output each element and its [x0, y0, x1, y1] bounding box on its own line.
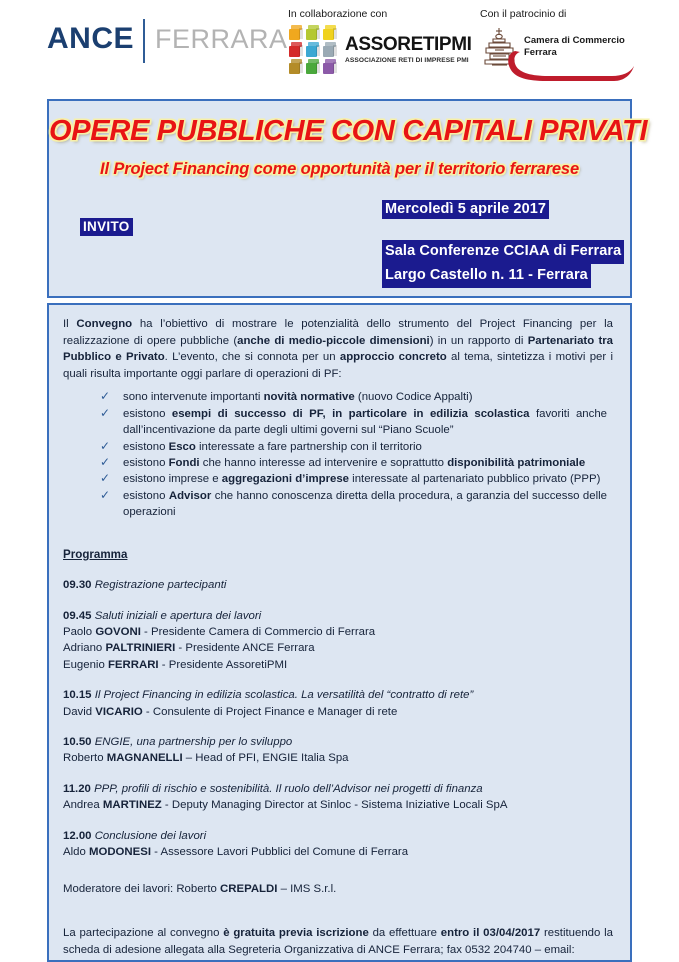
list-item [100, 389, 607, 405]
check-icon: ✓ [100, 389, 111, 404]
programma-slot [63, 828, 613, 861]
ance-logo-city: FERRARA [155, 24, 288, 54]
bullet-text: esistono [123, 457, 169, 469]
assoretipmi-cube-grid-icon [288, 25, 337, 74]
speaker-role: - Presidente ANCE Ferrara [175, 642, 315, 655]
cube-icon-4 [288, 42, 303, 57]
speaker-firstname: Andrea [63, 799, 103, 812]
bullet-text: esistono [123, 489, 169, 502]
list-item [100, 439, 607, 455]
collaboration-kicker: In collaborazione con [288, 8, 388, 20]
event-venue-line1: Sala Conferenze CCIAA di Ferrara [382, 240, 624, 264]
event-venue-line2: Largo Castello n. 11 - Ferrara [382, 264, 591, 288]
bullet-emphasis: esempi di successo di PF, in particolare in edilizia scolastica [171, 407, 530, 420]
speaker-firstname: Eugenio [63, 658, 108, 671]
speaker-lastname: MAGNANELLI [106, 752, 183, 765]
speaker-firstname: Roberto [63, 752, 107, 765]
intro-text-i: al tema, sintetizza i motivi per i quali risulta importante oggi parlare di operazioni di PF: [63, 351, 614, 380]
check-icon: ✓ [100, 455, 111, 469]
invito-label: INVITO [80, 218, 133, 236]
event-date-badge [382, 200, 549, 219]
intro-text-c: ha l’obiettivo di mostrare le potenzialità dello strumento del Project Financing per la realizzazione di opere pubbliche ( [63, 318, 613, 347]
speaker-line [63, 844, 613, 860]
registration-paragraph [63, 925, 613, 958]
slot-topic: PPP, profili di rischio e sostenibilità. Il ruolo dell’Advisor nei progetti di finanza [94, 782, 483, 795]
programma-slot [63, 687, 613, 720]
body-card [47, 303, 632, 962]
intro-text-f: Partenariato tra Pubblico e Privato [63, 334, 614, 364]
closing-text-a: La partecipazione al convegno [63, 927, 224, 940]
programma-slot [63, 781, 613, 814]
intro-text-a: Il [63, 318, 77, 330]
speaker-line [63, 640, 613, 656]
camera-commercio-line2: Ferrara [524, 46, 557, 58]
check-icon: ✓ [100, 438, 111, 453]
speaker-line [63, 624, 613, 640]
intro-text-d: anche di medio-piccole dimensioni [237, 334, 430, 347]
speaker-firstname: Adriano [63, 642, 106, 655]
benefits-list [63, 389, 613, 520]
check-icon: ✓ [100, 487, 111, 502]
closing-text-b: è gratuita previa iscrizione [223, 927, 369, 940]
cube-icon-2 [305, 25, 320, 40]
speaker-line [63, 797, 613, 813]
bullet-text: esistono [123, 407, 172, 420]
event-venue-badge [382, 240, 624, 288]
slot-title-line [63, 608, 613, 624]
bullet-text-tail: (nuovo Codice Appalti) [354, 391, 473, 404]
bullet-text-tail: che hanno interesse ad intervenire e soprattutto [199, 457, 448, 469]
slot-time: 10.50 [63, 736, 92, 749]
slot-topic: Conclusione dei lavori [94, 829, 207, 842]
bullet-text: esistono [123, 440, 169, 453]
bullet-text: sono intervenute importanti [123, 391, 264, 404]
closing-text-e: restituendo la scheda di adesione allegata alla Segreteria Organizzativa di ANCE Ferrara; fax 0532 204740 – email: [63, 927, 613, 956]
intro-text-g: . L’evento, che si connota per un [164, 351, 340, 364]
speaker-lastname: FERRARI [107, 658, 159, 671]
logo-divider-rule [143, 19, 145, 63]
speaker-firstname: David [63, 705, 96, 718]
speaker-lastname: MARTINEZ [102, 799, 162, 812]
camera-commercio-logo-block [480, 8, 625, 70]
bullet-text-tail: interessate a fare partnership con il territorio [195, 440, 422, 453]
intro-text-b: Convegno [76, 318, 133, 330]
slot-topic: Registrazione partecipanti [94, 579, 227, 592]
cube-icon-8 [305, 59, 320, 74]
speaker-line [63, 704, 613, 720]
assoretipmi-logo-block [288, 8, 472, 74]
list-item [100, 471, 607, 487]
bullet-text-tail: interessate al partenariato pubblico privato (PPP) [349, 473, 601, 486]
closing-text-c: da effettuare [368, 927, 441, 940]
programma-slot [63, 577, 613, 593]
bullet-emphasis: Esco [168, 440, 196, 453]
slot-title-line [63, 781, 613, 797]
speaker-lastname: GOVONI [95, 626, 141, 639]
programma-slots [63, 577, 613, 860]
bullet-emphasis: Fondi [168, 457, 200, 469]
speaker-lastname: VICARIO [95, 705, 143, 718]
list-item [100, 455, 607, 471]
camera-commercio-swoosh-icon [506, 48, 636, 82]
check-icon: ✓ [100, 471, 111, 486]
speaker-lastname: MODONESI [88, 846, 151, 859]
moderator-prefix: Moderatore dei lavori: Roberto [63, 882, 221, 895]
cube-icon-9 [322, 59, 337, 74]
cube-icon-5 [305, 42, 320, 57]
hero-card [47, 99, 648, 298]
camera-commercio-line1: Camera di Commercio [524, 35, 625, 46]
cube-icon-1 [288, 25, 303, 40]
bullet-text-tail: che hanno conoscenza diretta della procedura, a garanzia del successo delle operazioni [123, 489, 607, 519]
programma-slot [63, 608, 613, 674]
speaker-role: - Deputy Managing Director at Sinloc - Sistema Iniziative Locali SpA [161, 799, 508, 812]
list-item [100, 406, 607, 439]
ance-logo-word: ANCE [47, 22, 135, 55]
speaker-line [63, 750, 613, 766]
moderator-name: CREPALDI [220, 882, 278, 895]
event-date: Mercoledì 5 aprile 2017 [382, 200, 549, 219]
slot-time: 09.30 [63, 579, 92, 592]
slot-title-line [63, 734, 613, 750]
ance-ferrara-logo [47, 22, 288, 62]
speaker-role: – Head of PFI, ENGIE Italia Spa [182, 752, 349, 765]
speaker-role: - Consulente di Project Finance e Manager di rete [142, 705, 398, 718]
slot-time: 12.00 [63, 829, 92, 842]
bullet-emphasis-2: disponibilità patrimoniale [447, 457, 586, 469]
intro-text-h: approccio concreto [339, 351, 447, 364]
cube-icon-6 [322, 42, 337, 57]
moderator-line [63, 881, 613, 898]
bullet-text-tail: favoriti anche dall’incentivazione da parte degli ultimi governi sul “Piano Scuole” [123, 407, 607, 437]
closing-deadline: entro il 03/04/2017 [440, 927, 541, 940]
slot-topic: Il Project Financing in edilizia scolastica. La versatilità del “contratto di rete” [94, 689, 474, 702]
speaker-lastname: PALTRINIERI [105, 642, 176, 655]
speaker-line [63, 657, 613, 673]
programma-slot [63, 734, 613, 767]
bullet-emphasis: aggregazioni d’imprese [221, 473, 350, 486]
slot-title-line [63, 828, 613, 844]
programma-heading: Programma [63, 547, 128, 561]
cube-icon-3 [322, 25, 337, 40]
patronage-kicker: Con il patrocinio di [480, 8, 567, 20]
list-item [100, 488, 607, 521]
moderator-affiliation: – IMS S.r.l. [277, 882, 337, 895]
slot-time: 10.15 [63, 689, 92, 702]
check-icon: ✓ [100, 405, 111, 420]
bullet-text: esistono imprese e [123, 473, 222, 486]
speaker-firstname: Paolo [63, 626, 96, 639]
speaker-role: - Assessore Lavori Pubblici del Comune di Ferrara [151, 846, 409, 859]
slot-title-line [63, 687, 613, 703]
intro-text-e: ) in un rapporto di [429, 334, 528, 347]
bullet-emphasis: Advisor [168, 489, 212, 502]
speaker-firstname: Aldo [63, 846, 89, 859]
slot-title-line [63, 577, 613, 593]
assoretipmi-tagline: ASSOCIAZIONE RETI DI IMPRESE PMI [345, 57, 469, 64]
slot-time: 11.20 [63, 782, 91, 795]
page-title: OPERE PUBBLICHE CON CAPITALI PRIVATI [49, 115, 648, 147]
speaker-role: - Presidente AssoretiPMI [158, 658, 288, 671]
header-logo-strip [0, 0, 679, 96]
invito-badge [80, 218, 133, 236]
assoretipmi-name: ASSORETIPMI [345, 34, 472, 55]
slot-time: 09.45 [63, 609, 92, 622]
speaker-role: - Presidente Camera di Commercio di Ferrara [140, 626, 376, 639]
slot-topic: ENGIE, una partnership per lo sviluppo [94, 736, 293, 749]
slot-topic: Saluti iniziali e apertura dei lavori [94, 609, 262, 622]
bullet-emphasis: novità normative [263, 391, 355, 404]
cube-icon-7 [288, 59, 303, 74]
intro-paragraph [63, 316, 613, 382]
page-subtitle: Il Project Financing come opportunità per il territorio ferrarese [100, 160, 579, 178]
